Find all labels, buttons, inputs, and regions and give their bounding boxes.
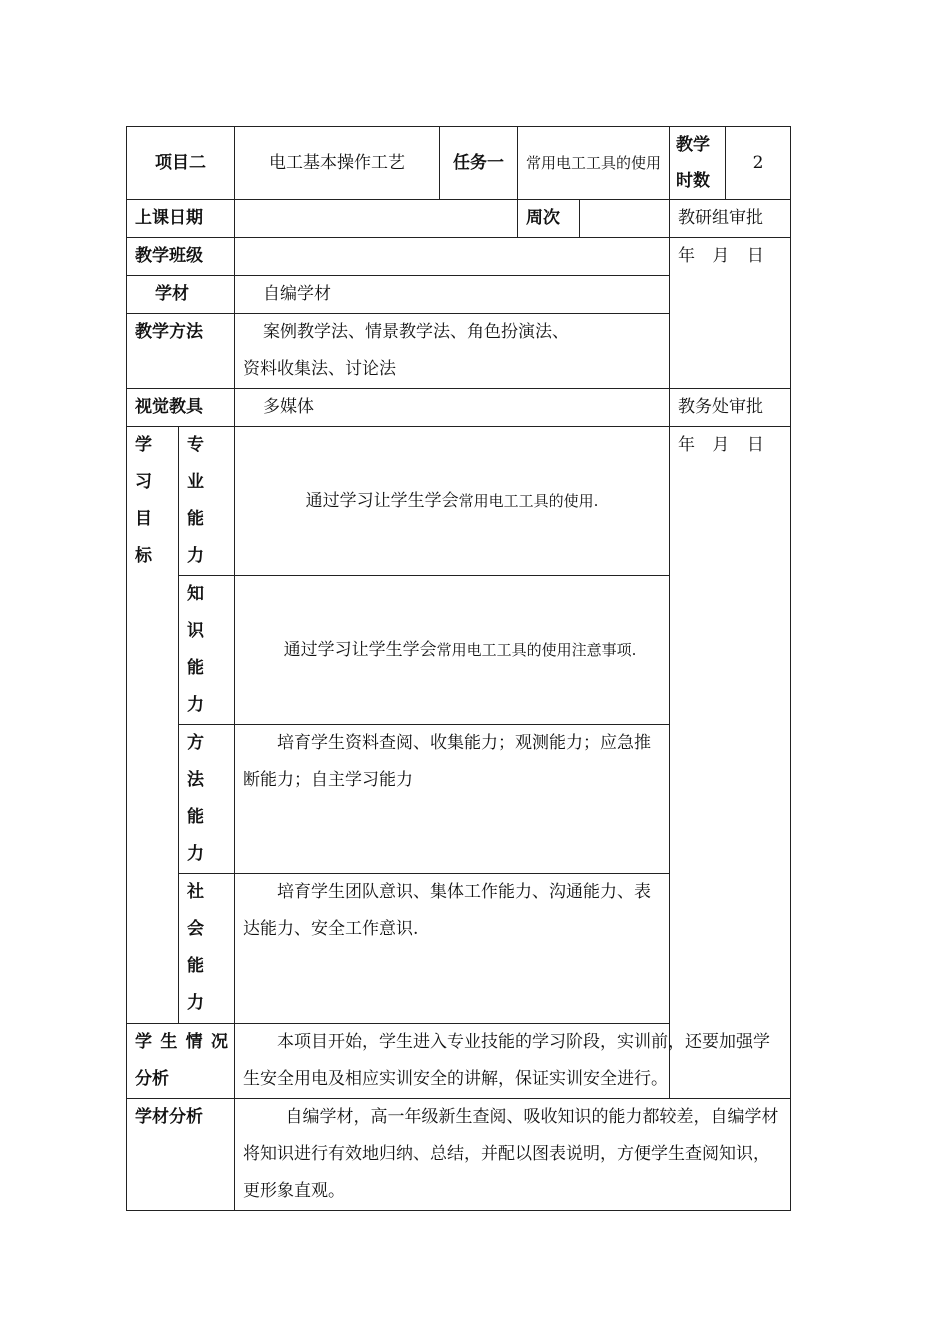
method-line-2: 资料收集法、讨论法 xyxy=(243,359,396,379)
objective-text-social: 培育学生团队意识、集体工作能力、沟通能力、表达能力、安全工作意识. xyxy=(235,874,670,1024)
method-label: 教学方法 xyxy=(127,314,235,389)
task-label: 任务一 xyxy=(440,127,518,200)
date-value xyxy=(235,200,518,238)
hours-value: 2 xyxy=(726,127,791,200)
objectives-label: 学 习 目 标 xyxy=(127,427,179,1024)
objective-text-knowledge: 通过学习让学生学会常用电工工具的使用注意事项. xyxy=(235,576,670,725)
lesson-plan-table xyxy=(126,126,791,1211)
objective-label-social: 社 会 能 力 xyxy=(179,874,235,1024)
objective-label-method: 方 法 能 力 xyxy=(179,725,235,874)
date-label: 上课日期 xyxy=(127,200,235,238)
office-approval-label: 教务处审批 xyxy=(670,389,791,427)
material-analysis-text: 自编学材，高一年级新生查阅、吸收知识的能力都较差，自编学材将知识进行有效地归纳、总结，并配以图表说明，方便学生查阅知识，更形象直观。 xyxy=(235,1099,791,1211)
header-row xyxy=(127,127,791,200)
material-analysis-label: 学材分析 xyxy=(127,1099,235,1211)
hours-label: 教学时数 xyxy=(670,127,726,200)
task-value: 常用电工工具的使用 xyxy=(518,127,670,200)
project-label: 项目二 xyxy=(127,127,235,200)
objective-label-knowledge: 知 识 能 力 xyxy=(179,576,235,725)
class-value xyxy=(235,238,670,276)
material-value: 自编学材 xyxy=(235,276,670,314)
week-value xyxy=(580,200,670,238)
material-analysis-row xyxy=(127,1099,791,1211)
objective-text-professional: 通过学习让学生学会常用电工工具的使用. xyxy=(235,427,670,576)
method-line-1: 案例教学法、情景教学法、角色扮演法、 xyxy=(263,322,569,342)
tools-label: 视觉教具 xyxy=(127,389,235,427)
project-value: 电工基本操作工艺 xyxy=(235,127,440,200)
week-label: 周次 xyxy=(518,200,580,238)
material-label: 学材 xyxy=(127,276,235,314)
objective-row-1 xyxy=(127,427,791,576)
schedule-row xyxy=(127,200,791,238)
tools-row xyxy=(127,389,791,427)
class-row xyxy=(127,238,791,276)
tools-value: 多媒体 xyxy=(235,389,670,427)
student-analysis-row xyxy=(127,1024,791,1099)
research-approval-label: 教研组审批 xyxy=(670,200,791,238)
objective-label-professional: 专 业 能 力 xyxy=(179,427,235,576)
research-approval-date: 年 月 日 xyxy=(670,238,791,389)
student-analysis-text: 本项目开始，学生进入专业技能的学习阶段，实训前，还要加强学生安全用电及相应实训安全的讲解，保证实训安全进行。 xyxy=(235,1024,791,1099)
office-approval-date: 年 月 日 xyxy=(670,427,791,1099)
objective-text-method: 培育学生资料查阅、收集能力；观测能力；应急推断能力；自主学习能力 xyxy=(235,725,670,874)
student-analysis-label: 学 生 情 况 分析 xyxy=(127,1024,235,1099)
class-label: 教学班级 xyxy=(127,238,235,276)
method-cell xyxy=(235,314,670,389)
